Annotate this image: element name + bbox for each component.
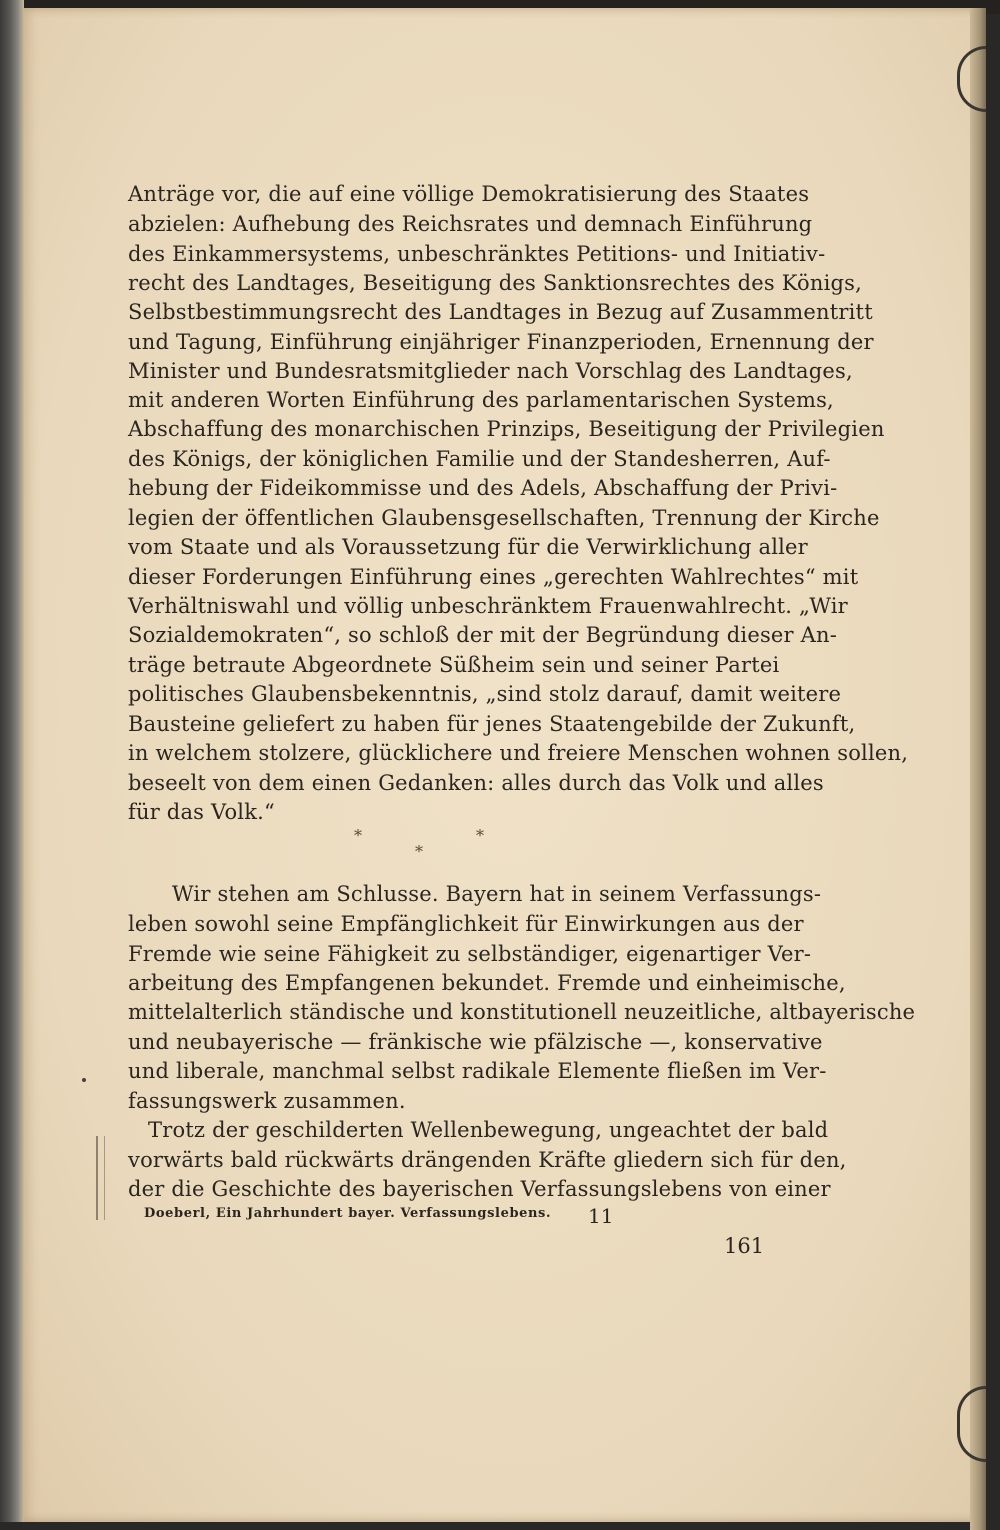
text-line: der die Geschichte des bayerischen Verfassungslebens von einer	[128, 1177, 831, 1201]
section-asterisk: *	[415, 842, 423, 861]
text-line: leben sowohl seine Empfänglichkeit für Einwirkungen aus der	[128, 912, 804, 936]
section-asterisk: *	[354, 826, 362, 845]
text-line: und liberale, manchmal selbst radikale Elemente fließen im Ver-	[128, 1059, 827, 1083]
text-line: Minister und Bundesratsmitglieder nach Vorschlag des Landtages,	[128, 359, 853, 383]
text-line: des Einkammersystems, unbeschränktes Petitions- und Initiativ-	[128, 242, 826, 266]
margin-dot-mark	[82, 1078, 86, 1082]
text-line: und Tagung, Einführung einjähriger Finanzperioden, Ernennung der	[128, 330, 874, 354]
text-line: Abschaffung des monarchischen Prinzips, Beseitigung der Privilegien	[128, 417, 885, 441]
text-line: träge betraute Abgeordnete Süßheim sein und seiner Partei	[128, 653, 780, 677]
margin-pencil-mark	[96, 1136, 105, 1220]
text-line: Sozialdemokraten“, so schloß der mit der Begründung dieser An-	[128, 623, 838, 647]
text-line: vorwärts bald rückwärts drängenden Kräfte gliedern sich für den,	[128, 1148, 847, 1172]
text-line: politisches Glaubensbekenntnis, „sind stolz darauf, damit weitere	[128, 682, 842, 706]
text-line: für das Volk.“	[128, 800, 275, 824]
text-line: in welchem stolzere, glücklichere und freiere Menschen wohnen sollen,	[128, 741, 909, 765]
signature-mark: 11	[588, 1204, 614, 1228]
text-line: Trotz der geschilderten Wellenbewegung, ungeachtet der bald	[148, 1118, 829, 1142]
text-line: abzielen: Aufhebung des Reichsrates und demnach Einführung	[128, 212, 813, 236]
text-line: des Königs, der königlichen Familie und der Standesherren, Auf-	[128, 447, 831, 471]
text-line: Fremde wie seine Fähigkeit zu selbständiger, eigenartiger Ver-	[128, 942, 812, 966]
text-line: fassungswerk zusammen.	[128, 1089, 406, 1113]
clip-mark-bottom	[957, 1386, 986, 1462]
text-line: vom Staate und als Voraussetzung für die Verwirklichung aller	[128, 535, 808, 559]
running-footer-title: Doeberl, Ein Jahrhundert bayer. Verfassungslebens.	[144, 1206, 552, 1221]
text-line: mit anderen Worten Einführung des parlamentarischen Systems,	[128, 388, 834, 412]
text-line: recht des Landtages, Beseitigung des Sanktionsrechtes des Königs,	[128, 271, 863, 295]
text-line: Verhältniswahl und völlig unbeschränktem Frauenwahlrecht. „Wir	[128, 594, 848, 618]
text-line: und neubayerische — fränkische wie pfälzische —, konservative	[128, 1030, 823, 1054]
text-line: Anträge vor, die auf eine völlige Demokratisierung des Staates	[128, 182, 810, 206]
book-page	[24, 8, 986, 1522]
text-line: legien der öffentlichen Glaubensgesellschaften, Trennung der Kirche	[128, 506, 880, 530]
text-line: Wir stehen am Schlusse. Bayern hat in seinem Verfassungs-	[172, 882, 822, 906]
text-line: dieser Forderungen Einführung eines „gerechten Wahlrechtes“ mit	[128, 565, 859, 589]
text-line: beseelt von dem einen Gedanken: alles durch das Volk und alles	[128, 771, 824, 795]
text-line: arbeitung des Empfangenen bekundet. Fremde und einheimische,	[128, 971, 846, 995]
text-line: mittelalterlich ständische und konstitutionell neuzeitliche, altbayerische	[128, 1000, 916, 1024]
text-line: Selbstbestimmungsrecht des Landtages in Bezug auf Zusammentritt	[128, 300, 873, 324]
page-edge-shadow	[970, 8, 986, 1530]
page-number: 161	[724, 1234, 765, 1258]
section-asterisk: *	[476, 826, 484, 845]
book-cover-edge	[0, 0, 24, 1522]
text-line: hebung der Fideikommisse und des Adels, Abschaffung der Privi-	[128, 476, 838, 500]
clip-mark-top	[957, 46, 986, 112]
text-line: Bausteine geliefert zu haben für jenes Staatengebilde der Zukunft,	[128, 712, 856, 736]
